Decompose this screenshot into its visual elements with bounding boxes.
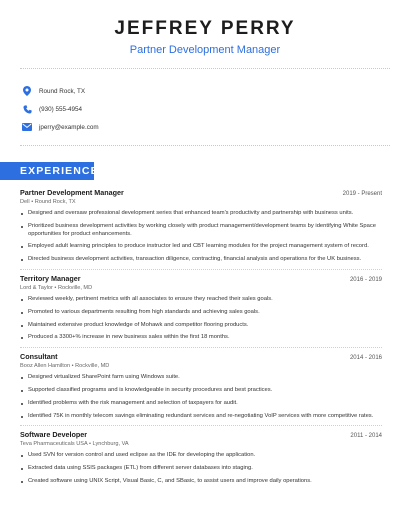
job-title: Partner Development Manager — [20, 188, 124, 197]
candidate-name: JEFFREY PERRY — [114, 18, 296, 39]
job-company: Teva Pharmaceuticals USA — [20, 441, 88, 448]
job-entry — [20, 430, 382, 485]
job-company: Lord & Taylor — [20, 284, 53, 291]
bullet-item: Promoted to various departments resulting from high standards and achieving sales goals. — [20, 309, 382, 317]
section-title: EXPERIENCE — [20, 165, 99, 177]
job-date: 2014 - 2016 — [349, 355, 382, 362]
job-company-line — [20, 363, 382, 369]
job-location: Round Rock, TX — [34, 199, 76, 205]
bullet-item: Directed business development activities, transaction diligence, contracting, financial analysis and operations for the UK business. — [20, 256, 382, 264]
job-company-line — [20, 199, 382, 205]
contact-email — [22, 118, 99, 136]
job-divider — [20, 347, 382, 348]
job-date: 2011 - 2014 — [350, 433, 382, 440]
contact-phone-text: (930) 555-4954 — [39, 105, 83, 113]
phone-icon — [22, 104, 32, 114]
bullet-item: Maintained extensive product knowledge of Mohawk and competitor flooring products. — [20, 322, 382, 330]
contact-location-text: Round Rock, TX — [39, 87, 86, 95]
job-company: Booz Allen Hamilton — [20, 363, 71, 370]
email-icon — [22, 122, 32, 132]
bullet-item: Produced a 3300+% increase in new business sales within the first 18 months. — [20, 334, 382, 342]
header-divider — [20, 68, 390, 69]
bullet-item: Reviewed weekly, pertinent metrics with all associates to ensure they reached their sales goals. — [20, 296, 382, 304]
job-location: Lynchburg, VA — [92, 441, 129, 448]
separator-dot: • — [31, 199, 35, 205]
job-company-line — [20, 441, 382, 447]
job-date: 2016 - 2019 — [349, 276, 382, 283]
job-location: Rockville, MD — [57, 284, 93, 291]
job-title: Consultant — [20, 352, 58, 362]
bullet-item: Identified 75K in monthly telecom savings eliminating redundant services and re-negotiating VoIP services with more competitive rates. — [20, 413, 382, 421]
job-date: 2019 - Present — [342, 191, 382, 197]
location-pin-icon — [22, 86, 32, 96]
bullet-item: Designed virtualized SharePoint farm using Windows suite. — [20, 374, 382, 382]
bullet-item: Designed and oversaw professional development series that enhanced team's productivity and partnership with business units. — [20, 210, 382, 218]
separator-dot: • — [71, 363, 76, 370]
job-bullets — [20, 296, 382, 342]
bullet-item: Supported classified programs and is knowledgeable in security procedures and best practices. — [20, 387, 382, 395]
job-entry — [20, 352, 382, 420]
job-title: Software Developer — [20, 430, 88, 440]
contact-divider — [20, 145, 390, 146]
resume-header — [0, 0, 410, 57]
job-divider — [20, 425, 382, 426]
contact-list — [22, 82, 99, 136]
bullet-item: Used SVN for version control and used eclipse as the IDE for developing the application. — [20, 452, 382, 460]
job-entry — [20, 274, 382, 342]
bullet-item: Extracted data using SSIS packages (ETL) from different server databases into staging. — [20, 465, 382, 473]
job-bullets — [20, 374, 382, 420]
bullet-item: Created software using UNIX Script, Visual Basic, C, and SBasic, to assist users and improve daily operations. — [20, 478, 382, 486]
experience-list — [20, 188, 382, 491]
job-divider — [20, 269, 382, 270]
bullet-item: Employed adult learning principles to produce instructor led and CBT learning modules for the project management system of record. — [20, 243, 382, 251]
experience-section-header — [0, 162, 99, 180]
separator-dot: • — [54, 284, 58, 291]
separator-dot: • — [89, 441, 93, 448]
contact-email-text: jperry@example.com — [39, 123, 99, 131]
job-entry — [20, 188, 382, 264]
job-company-line — [20, 285, 382, 291]
bullet-item: Identified problems with the risk management and selection of taxpayers for audit. — [20, 400, 382, 408]
job-bullets — [20, 210, 382, 264]
job-company: Dell — [20, 199, 30, 205]
job-title: Territory Manager — [20, 273, 81, 283]
bullet-item: Prioritized business development activities by working closely with product management/development teams by identifying White Space opportunities for product enhancements. — [20, 223, 382, 239]
job-location: Rockville, MD — [75, 363, 110, 370]
contact-phone — [22, 100, 99, 118]
job-bullets — [20, 452, 382, 485]
candidate-role: Partner Development Manager — [129, 44, 281, 56]
contact-location — [22, 82, 99, 100]
